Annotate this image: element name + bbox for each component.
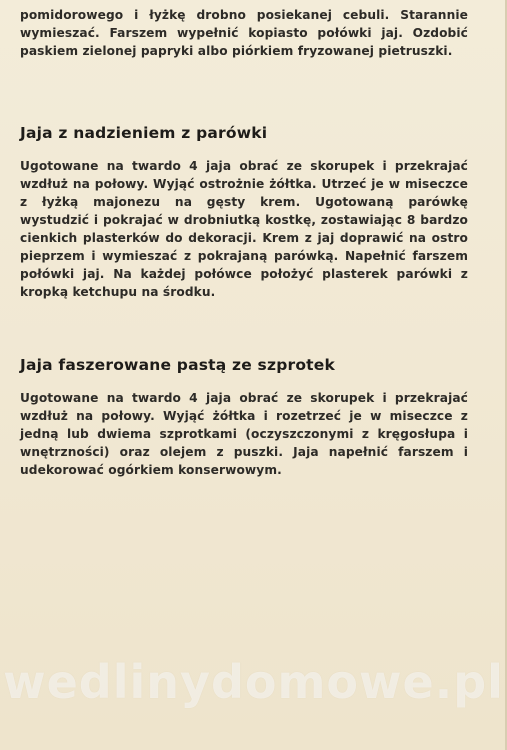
recipe-text-eggs-with-sausage: Ugotowane na twardo 4 jaja obrać ze skorupek i przekrajać wzdłuż na połowy. Wyjąć ostrożnie żółtka. Utrzeć je w miseczce z łyżką majonezu na gęsty krem. Ugotowaną parówkę wystudzić i pokrajać w drobniutką kostkę, zostawiając 8 bardzo cienkich plasterków do dekoracji. Krem z jaj doprawić na ostro pieprzem i wymieszać z pokrajaną parówką. Napełnić farszem połówki jaj. Na każdej połówce położyć plasterek parówki z kropką ketchupu na środku. — [20, 159, 468, 299]
recipe-title-eggs-with-sausage: Jaja z nadzieniem z parówki — [20, 124, 268, 142]
watermark: wedlinydomowe.pl — [3, 655, 504, 709]
recipe-continuation-text: pomidorowego i łyżkę drobno posiekanej cebuli. Starannie wymieszać. Farszem wypełnić kopiasto połówki jaj. Ozdobić paskiem zielonej papryki albo piórkiem fryzowanej pietruszki. — [20, 8, 468, 58]
recipe-text-eggs-with-sprats: Ugotowane na twardo 4 jaja obrać ze skorupek i przekrajać wzdłuż na połowy. Wyjąć żółtka i rozetrzeć je w miseczce z jedną lub dwiema szprotkami (oczyszczonymi z kręgosłupa i wnętrzności) oraz olejem z puszki. Jaja napełnić farszem i udekorować ogórkiem konserwowym. — [20, 391, 468, 477]
recipe-title-eggs-with-sprats: Jaja faszerowane pastą ze szprotek — [20, 356, 336, 374]
